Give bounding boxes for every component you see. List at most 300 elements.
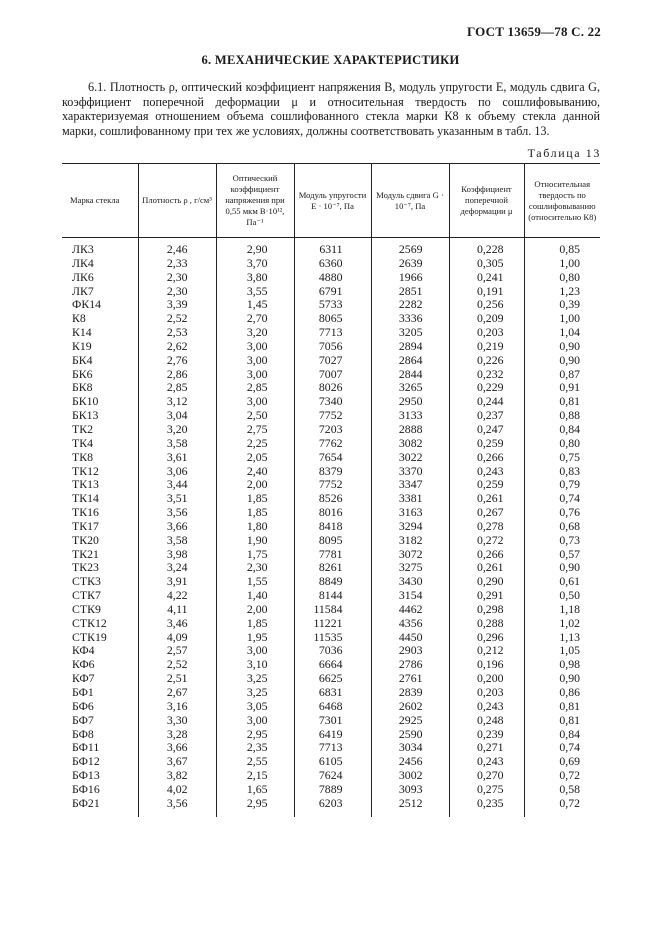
- cell-hardness: 0,79: [524, 478, 600, 492]
- cell-shear-modulus: 3163: [371, 506, 449, 520]
- cell-elastic-modulus: 7781: [294, 548, 371, 562]
- cell-poisson-ratio: 0,243: [449, 755, 524, 769]
- cell-shear-modulus: 3133: [371, 409, 449, 423]
- cell-grade: БФ16: [72, 781, 100, 796]
- cell-density: 4,22: [138, 589, 216, 603]
- cell-poisson-ratio: 0,219: [449, 340, 524, 354]
- header-glass-grade: Марка стекла: [62, 164, 138, 238]
- cell-density: 3,24: [138, 561, 216, 575]
- cell-grade: ЛК7: [72, 283, 94, 298]
- cell-hardness: 0,72: [524, 769, 600, 783]
- cell-elastic-modulus: 7056: [294, 340, 371, 354]
- cell-shear-modulus: 3034: [371, 741, 449, 755]
- cell-poisson-ratio: 0,203: [449, 686, 524, 700]
- cell-poisson-ratio: 0,191: [449, 285, 524, 299]
- cell-grade: СТК3: [72, 574, 101, 589]
- cell-poisson-ratio: 0,259: [449, 437, 524, 451]
- cell-density: 3,16: [138, 700, 216, 714]
- cell-elastic-modulus: 7301: [294, 714, 371, 728]
- cell-poisson-ratio: 0,237: [449, 409, 524, 423]
- cell-shear-modulus: 2894: [371, 340, 449, 354]
- cell-elastic-modulus: 7007: [294, 368, 371, 382]
- cell-stress-optical: 1,85: [216, 492, 294, 506]
- cell-density: 3,39: [138, 298, 216, 312]
- table-row: [62, 534, 600, 548]
- cell-elastic-modulus: 7762: [294, 437, 371, 451]
- cell-hardness: 1,02: [524, 617, 600, 631]
- table-row: [62, 423, 600, 437]
- cell-density: 3,98: [138, 548, 216, 562]
- cell-grade: БК6: [72, 366, 93, 381]
- cell-stress-optical: 1,75: [216, 548, 294, 562]
- cell-stress-optical: 3,55: [216, 285, 294, 299]
- cell-density: 3,82: [138, 769, 216, 783]
- cell-elastic-modulus: 6831: [294, 686, 371, 700]
- table-row: [62, 285, 600, 299]
- cell-grade: ТК20: [72, 532, 99, 547]
- cell-stress-optical: 2,40: [216, 465, 294, 479]
- cell-hardness: 1,05: [524, 644, 600, 658]
- cell-poisson-ratio: 0,261: [449, 492, 524, 506]
- cell-elastic-modulus: 6311: [294, 238, 371, 257]
- table-row: [62, 658, 600, 672]
- cell-grade: БФ21: [72, 795, 100, 810]
- table-row: [62, 381, 600, 395]
- cell-elastic-modulus: 6419: [294, 728, 371, 742]
- cell-density: 2,46: [138, 238, 216, 257]
- cell-density: 3,20: [138, 423, 216, 437]
- cell-density: 3,58: [138, 437, 216, 451]
- cell-hardness: 0,86: [524, 686, 600, 700]
- cell-shear-modulus: 3275: [371, 561, 449, 575]
- table-row: [62, 257, 600, 271]
- table-row: [62, 589, 600, 603]
- cell-shear-modulus: 3182: [371, 534, 449, 548]
- table-row: [62, 312, 600, 326]
- cell-hardness: 0,90: [524, 561, 600, 575]
- table-row: [62, 340, 600, 354]
- cell-density: 3,12: [138, 395, 216, 409]
- cell-grade: ТК17: [72, 518, 99, 533]
- cell-stress-optical: 2,00: [216, 603, 294, 617]
- header-elastic-modulus: Модуль упругости E · 10⁻⁷, Па: [294, 164, 371, 238]
- table-row: [62, 672, 600, 686]
- table-row: [62, 797, 600, 817]
- cell-grade: БФ12: [72, 754, 100, 769]
- header-density: Плотность ρ , г/см³: [138, 164, 216, 238]
- cell-hardness: 0,69: [524, 755, 600, 769]
- cell-hardness: 0,80: [524, 437, 600, 451]
- cell-poisson-ratio: 0,271: [449, 741, 524, 755]
- cell-grade: БК13: [72, 408, 99, 423]
- cell-poisson-ratio: 0,290: [449, 575, 524, 589]
- cell-elastic-modulus: 8065: [294, 312, 371, 326]
- cell-shear-modulus: 3265: [371, 381, 449, 395]
- cell-grade: БФ11: [72, 740, 100, 755]
- cell-elastic-modulus: 8526: [294, 492, 371, 506]
- table-row: [62, 298, 600, 312]
- cell-density: 2,85: [138, 381, 216, 395]
- table-row: [62, 644, 600, 658]
- cell-grade: ТК13: [72, 477, 99, 492]
- cell-elastic-modulus: 8095: [294, 534, 371, 548]
- cell-hardness: 0,61: [524, 575, 600, 589]
- cell-shear-modulus: 3430: [371, 575, 449, 589]
- cell-shear-modulus: 3370: [371, 465, 449, 479]
- cell-density: 4,11: [138, 603, 216, 617]
- cell-elastic-modulus: 6664: [294, 658, 371, 672]
- cell-density: 3,58: [138, 534, 216, 548]
- cell-hardness: 0,84: [524, 728, 600, 742]
- table-row: [62, 437, 600, 451]
- cell-hardness: 1,00: [524, 312, 600, 326]
- cell-stress-optical: 2,00: [216, 478, 294, 492]
- cell-poisson-ratio: 0,203: [449, 326, 524, 340]
- cell-hardness: 0,91: [524, 381, 600, 395]
- cell-density: 2,53: [138, 326, 216, 340]
- cell-density: 3,67: [138, 755, 216, 769]
- cell-grade: БФ1: [72, 685, 94, 699]
- cell-poisson-ratio: 0,243: [449, 700, 524, 714]
- cell-density: 3,91: [138, 575, 216, 589]
- cell-density: 3,56: [138, 506, 216, 520]
- cell-density: 3,44: [138, 478, 216, 492]
- cell-grade: ТК16: [72, 505, 99, 520]
- cell-shear-modulus: 2864: [371, 354, 449, 368]
- cell-shear-modulus: 2839: [371, 686, 449, 700]
- cell-stress-optical: 1,55: [216, 575, 294, 589]
- cell-stress-optical: 3,00: [216, 714, 294, 728]
- cell-elastic-modulus: 8026: [294, 381, 371, 395]
- cell-grade: ТК23: [72, 560, 99, 575]
- cell-stress-optical: 3,20: [216, 326, 294, 340]
- cell-stress-optical: 2,35: [216, 741, 294, 755]
- cell-poisson-ratio: 0,266: [449, 548, 524, 562]
- cell-shear-modulus: 3205: [371, 326, 449, 340]
- cell-poisson-ratio: 0,256: [449, 298, 524, 312]
- cell-poisson-ratio: 0,229: [449, 381, 524, 395]
- cell-stress-optical: 1,65: [216, 783, 294, 797]
- cell-shear-modulus: 2903: [371, 644, 449, 658]
- table-row: [62, 728, 600, 742]
- cell-grade: К8: [72, 311, 86, 326]
- cell-elastic-modulus: 7624: [294, 769, 371, 783]
- cell-stress-optical: 3,00: [216, 354, 294, 368]
- cell-elastic-modulus: 6791: [294, 285, 371, 299]
- cell-shear-modulus: 3336: [371, 312, 449, 326]
- cell-poisson-ratio: 0,247: [449, 423, 524, 437]
- cell-poisson-ratio: 0,209: [449, 312, 524, 326]
- cell-grade: БФ8: [72, 726, 94, 741]
- properties-table: [62, 163, 600, 817]
- table-row: [62, 783, 600, 797]
- table-row: [62, 395, 600, 409]
- cell-stress-optical: 3,25: [216, 686, 294, 700]
- cell-density: 3,61: [138, 451, 216, 465]
- cell-grade: ТК21: [72, 546, 99, 561]
- cell-grade: БК8: [72, 380, 93, 395]
- cell-elastic-modulus: 7713: [294, 741, 371, 755]
- cell-shear-modulus: 2844: [371, 368, 449, 382]
- cell-grade: СТК9: [72, 601, 101, 616]
- cell-density: 2,62: [138, 340, 216, 354]
- cell-grade: ЛК4: [72, 255, 94, 270]
- cell-grade: ТК14: [72, 491, 99, 506]
- page-header: ГОСТ 13659—78 С. 22: [467, 24, 601, 39]
- table-row: [62, 769, 600, 783]
- cell-density: 2,86: [138, 368, 216, 382]
- cell-density: 3,28: [138, 728, 216, 742]
- cell-stress-optical: 3,25: [216, 672, 294, 686]
- cell-hardness: 0,39: [524, 298, 600, 312]
- cell-stress-optical: 2,30: [216, 561, 294, 575]
- cell-grade: ЛК6: [72, 269, 94, 284]
- table-header-row: [62, 164, 600, 238]
- table-row: [62, 755, 600, 769]
- cell-density: 2,52: [138, 658, 216, 672]
- cell-stress-optical: 3,10: [216, 658, 294, 672]
- cell-elastic-modulus: 8261: [294, 561, 371, 575]
- cell-stress-optical: 2,95: [216, 728, 294, 742]
- cell-stress-optical: 3,00: [216, 644, 294, 658]
- cell-stress-optical: 2,05: [216, 451, 294, 465]
- cell-hardness: 0,81: [524, 395, 600, 409]
- cell-density: 3,06: [138, 465, 216, 479]
- cell-shear-modulus: 2786: [371, 658, 449, 672]
- cell-stress-optical: 1,80: [216, 520, 294, 534]
- cell-stress-optical: 3,00: [216, 368, 294, 382]
- section-title: 6. МЕХАНИЧЕСКИЕ ХАРАКТЕРИСТИКИ: [201, 53, 460, 67]
- cell-elastic-modulus: 6105: [294, 755, 371, 769]
- cell-grade: ФК14: [72, 297, 101, 312]
- table-row: [62, 700, 600, 714]
- cell-stress-optical: 3,00: [216, 395, 294, 409]
- cell-stress-optical: 3,00: [216, 340, 294, 354]
- cell-hardness: 0,50: [524, 589, 600, 603]
- cell-grade: СТК19: [72, 629, 107, 644]
- cell-elastic-modulus: 7654: [294, 451, 371, 465]
- cell-poisson-ratio: 0,239: [449, 728, 524, 742]
- cell-stress-optical: 2,95: [216, 797, 294, 817]
- cell-hardness: 1,13: [524, 631, 600, 645]
- cell-grade: БК10: [72, 394, 99, 409]
- cell-hardness: 1,18: [524, 603, 600, 617]
- cell-poisson-ratio: 0,232: [449, 368, 524, 382]
- cell-elastic-modulus: 6203: [294, 797, 371, 817]
- cell-grade: БФ6: [72, 698, 94, 713]
- cell-stress-optical: 1,90: [216, 534, 294, 548]
- cell-poisson-ratio: 0,243: [449, 465, 524, 479]
- cell-poisson-ratio: 0,261: [449, 561, 524, 575]
- cell-stress-optical: 2,15: [216, 769, 294, 783]
- cell-density: 2,67: [138, 686, 216, 700]
- cell-poisson-ratio: 0,275: [449, 783, 524, 797]
- cell-stress-optical: 1,95: [216, 631, 294, 645]
- cell-density: 3,66: [138, 741, 216, 755]
- cell-hardness: 0,84: [524, 423, 600, 437]
- cell-density: 3,30: [138, 714, 216, 728]
- cell-stress-optical: 2,85: [216, 381, 294, 395]
- cell-stress-optical: 2,50: [216, 409, 294, 423]
- cell-shear-modulus: 3072: [371, 548, 449, 562]
- cell-grade: К19: [72, 338, 92, 353]
- table-row: [62, 465, 600, 479]
- cell-hardness: 0,73: [524, 534, 600, 548]
- cell-grade: БФ7: [72, 712, 94, 727]
- table-row: [62, 714, 600, 728]
- cell-hardness: 0,90: [524, 672, 600, 686]
- cell-stress-optical: 1,85: [216, 617, 294, 631]
- table-row: [62, 478, 600, 492]
- table-row: [62, 409, 600, 423]
- cell-shear-modulus: 3294: [371, 520, 449, 534]
- cell-stress-optical: 2,90: [216, 238, 294, 257]
- cell-grade: ТК2: [72, 421, 93, 436]
- table-row: [62, 686, 600, 700]
- cell-poisson-ratio: 0,272: [449, 534, 524, 548]
- cell-grade: БФ13: [72, 768, 100, 783]
- cell-stress-optical: 2,55: [216, 755, 294, 769]
- cell-density: 3,04: [138, 409, 216, 423]
- cell-poisson-ratio: 0,212: [449, 644, 524, 658]
- cell-shear-modulus: 4356: [371, 617, 449, 631]
- cell-shear-modulus: 2639: [371, 257, 449, 271]
- cell-hardness: 0,98: [524, 658, 600, 672]
- table-row: [62, 368, 600, 382]
- cell-grade: СТК7: [72, 588, 101, 603]
- cell-shear-modulus: 2888: [371, 423, 449, 437]
- cell-elastic-modulus: 6360: [294, 257, 371, 271]
- table-row: [62, 741, 600, 755]
- cell-elastic-modulus: 7713: [294, 326, 371, 340]
- cell-elastic-modulus: 11535: [294, 631, 371, 645]
- cell-elastic-modulus: 11584: [294, 603, 371, 617]
- cell-density: 2,57: [138, 644, 216, 658]
- cell-shear-modulus: 3381: [371, 492, 449, 506]
- cell-poisson-ratio: 0,244: [449, 395, 524, 409]
- cell-shear-modulus: 4450: [371, 631, 449, 645]
- cell-grade: ТК12: [72, 463, 99, 478]
- table-row: [62, 354, 600, 368]
- cell-stress-optical: 3,80: [216, 271, 294, 285]
- cell-poisson-ratio: 0,291: [449, 589, 524, 603]
- cell-elastic-modulus: 7752: [294, 478, 371, 492]
- cell-elastic-modulus: 7752: [294, 409, 371, 423]
- cell-grade: БК4: [72, 352, 93, 367]
- cell-hardness: 1,23: [524, 285, 600, 299]
- cell-stress-optical: 2,25: [216, 437, 294, 451]
- cell-shear-modulus: 2569: [371, 238, 449, 257]
- cell-density: 3,56: [138, 797, 216, 817]
- table-row: [62, 575, 600, 589]
- cell-shear-modulus: 4462: [371, 603, 449, 617]
- table-row: [62, 271, 600, 285]
- cell-poisson-ratio: 0,296: [449, 631, 524, 645]
- cell-shear-modulus: 3347: [371, 478, 449, 492]
- cell-elastic-modulus: 7889: [294, 783, 371, 797]
- cell-poisson-ratio: 0,267: [449, 506, 524, 520]
- cell-elastic-modulus: 6468: [294, 700, 371, 714]
- table-row: [62, 326, 600, 340]
- cell-density: 2,51: [138, 672, 216, 686]
- header-shear-modulus: Модуль сдвига G · 10⁻⁷, Па: [371, 164, 449, 238]
- cell-hardness: 0,85: [524, 238, 600, 257]
- cell-shear-modulus: 2851: [371, 285, 449, 299]
- cell-hardness: 0,75: [524, 451, 600, 465]
- cell-grade: ТК8: [72, 449, 93, 464]
- cell-shear-modulus: 2512: [371, 797, 449, 817]
- cell-elastic-modulus: 8144: [294, 589, 371, 603]
- cell-grade: КФ6: [72, 657, 95, 672]
- cell-hardness: 1,00: [524, 257, 600, 271]
- cell-poisson-ratio: 0,200: [449, 672, 524, 686]
- cell-shear-modulus: 2925: [371, 714, 449, 728]
- cell-density: 2,52: [138, 312, 216, 326]
- cell-elastic-modulus: 7203: [294, 423, 371, 437]
- intro-paragraph: [62, 80, 600, 138]
- table-row: [62, 617, 600, 631]
- cell-hardness: 0,90: [524, 340, 600, 354]
- cell-shear-modulus: 2761: [371, 672, 449, 686]
- table-row: [62, 492, 600, 506]
- cell-elastic-modulus: 4880: [294, 271, 371, 285]
- cell-shear-modulus: 3154: [371, 589, 449, 603]
- cell-shear-modulus: 3002: [371, 769, 449, 783]
- cell-shear-modulus: 2456: [371, 755, 449, 769]
- cell-grade: КФ4: [72, 643, 95, 658]
- cell-density: 2,76: [138, 354, 216, 368]
- cell-elastic-modulus: 11221: [294, 617, 371, 631]
- table-row: [62, 561, 600, 575]
- table-row: [62, 520, 600, 534]
- cell-shear-modulus: 3082: [371, 437, 449, 451]
- cell-stress-optical: 1,85: [216, 506, 294, 520]
- cell-poisson-ratio: 0,235: [449, 797, 524, 817]
- cell-elastic-modulus: 8849: [294, 575, 371, 589]
- table-caption: Таблица 13: [527, 146, 601, 160]
- cell-density: 3,66: [138, 520, 216, 534]
- cell-shear-modulus: 1966: [371, 271, 449, 285]
- cell-hardness: 0,80: [524, 271, 600, 285]
- table-row: [62, 548, 600, 562]
- cell-elastic-modulus: 7027: [294, 354, 371, 368]
- cell-shear-modulus: 2602: [371, 700, 449, 714]
- cell-density: 2,30: [138, 271, 216, 285]
- table-row: [62, 603, 600, 617]
- cell-poisson-ratio: 0,305: [449, 257, 524, 271]
- cell-shear-modulus: 2282: [371, 298, 449, 312]
- cell-poisson-ratio: 0,270: [449, 769, 524, 783]
- header-poisson-ratio: Коэффициент поперечной деформации μ: [449, 164, 524, 238]
- cell-hardness: 0,90: [524, 354, 600, 368]
- cell-poisson-ratio: 0,226: [449, 354, 524, 368]
- cell-density: 4,09: [138, 631, 216, 645]
- cell-shear-modulus: 2950: [371, 395, 449, 409]
- cell-hardness: 0,74: [524, 741, 600, 755]
- cell-hardness: 0,57: [524, 548, 600, 562]
- cell-shear-modulus: 3093: [371, 783, 449, 797]
- cell-density: 3,51: [138, 492, 216, 506]
- table-row: [62, 631, 600, 645]
- cell-shear-modulus: 3022: [371, 451, 449, 465]
- cell-elastic-modulus: 7340: [294, 395, 371, 409]
- cell-density: 3,46: [138, 617, 216, 631]
- header-stress-optical-coefficient: Оптический коэффициент напряжения при 0,55 мкм B·10¹², Па⁻¹: [216, 164, 294, 238]
- cell-elastic-modulus: 8418: [294, 520, 371, 534]
- cell-poisson-ratio: 0,196: [449, 658, 524, 672]
- cell-hardness: 0,83: [524, 465, 600, 479]
- cell-stress-optical: 3,05: [216, 700, 294, 714]
